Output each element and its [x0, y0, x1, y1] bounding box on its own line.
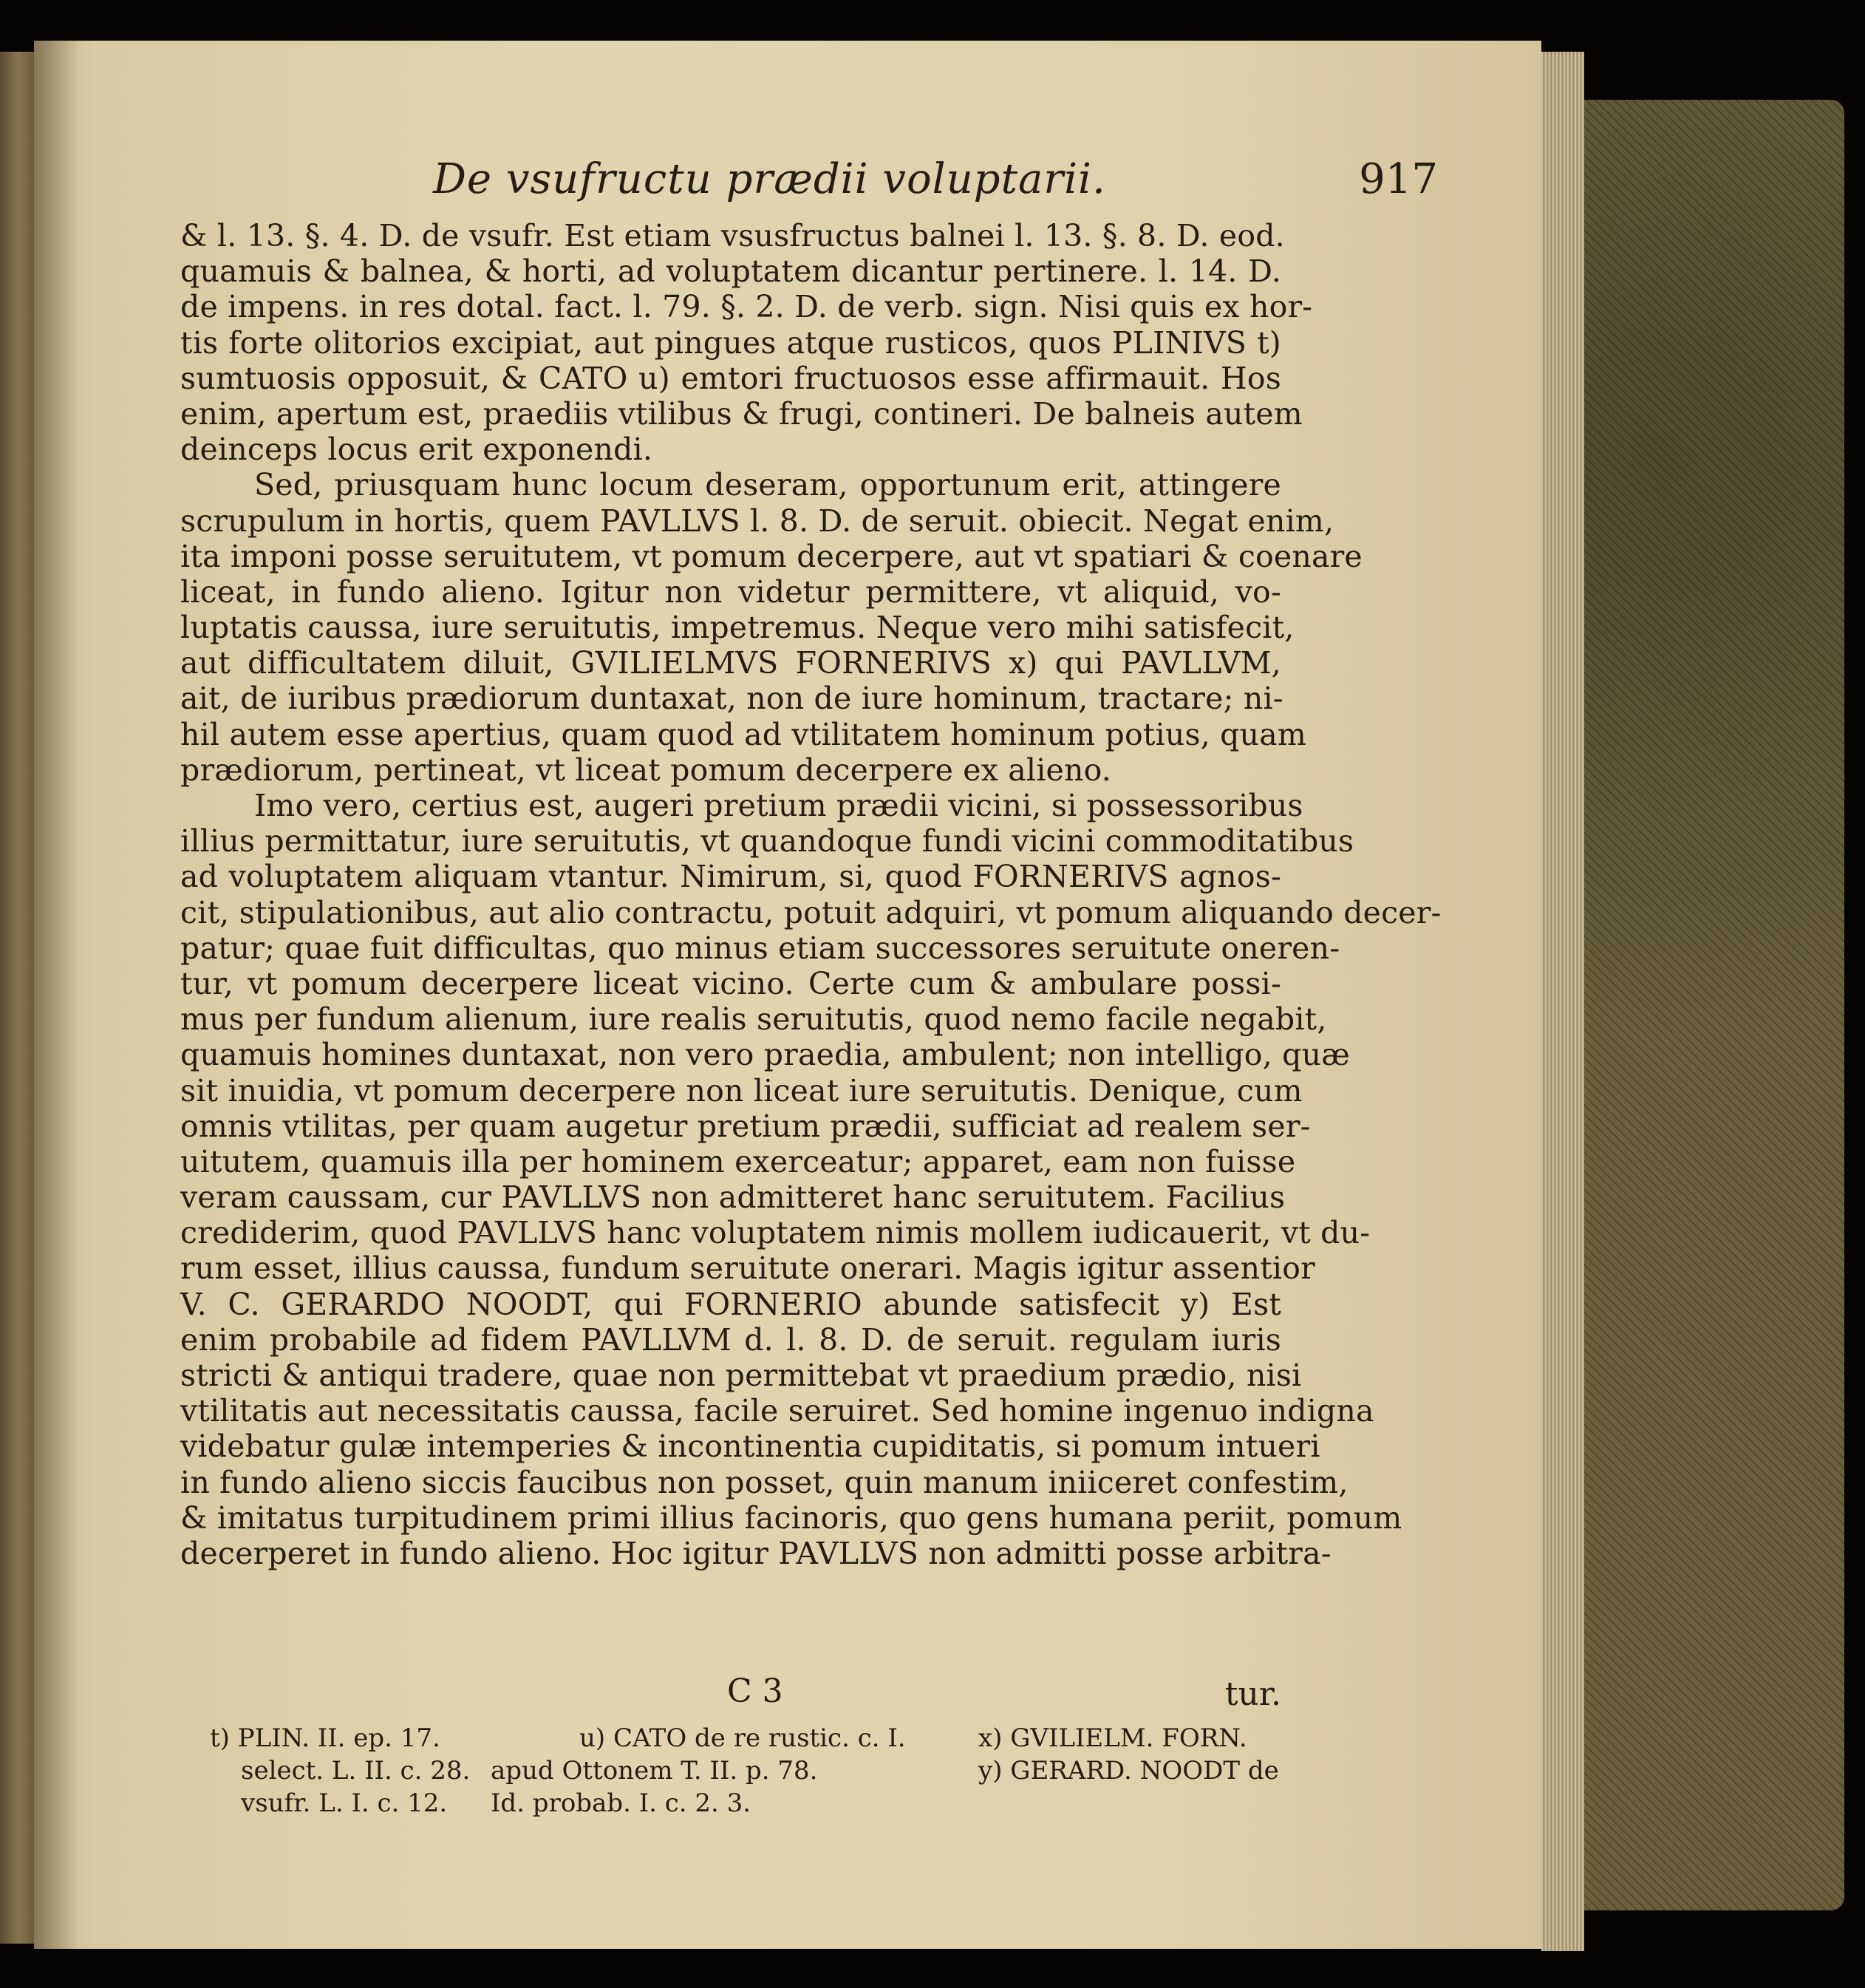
text-line: Sed, priusquam hunc locum deseram, opportunum erit, attingere	[254, 467, 1281, 503]
footnote-line: select. L. II. c. 28.	[241, 1756, 471, 1786]
text-line: in fundo alieno siccis faucibus non posset, quin manum iniiceret confestim,	[180, 1464, 1349, 1500]
text-line: liceat, in fundo alieno. Igitur non videtur permittere, vt aliquid, vo-	[180, 573, 1281, 610]
text-line: ad voluptatem aliquam vtantur. Nimirum, si, quod FORNERIVS agnos-	[180, 859, 1281, 895]
text-line: prædiorum, pertineat, vt liceat pomum decerpere ex alieno.	[180, 752, 1112, 788]
footnote-line: apud Ottonem T. II. p. 78.	[491, 1756, 818, 1786]
text-line: rum esset, illius caussa, fundum seruitute onerari. Magis igitur assentior	[180, 1250, 1315, 1287]
text-line: uitutem, quamuis illa per hominem exerceatur; apparet, eam non fuisse	[180, 1143, 1296, 1179]
book-page	[34, 41, 1541, 1949]
text-line: enim probabile ad fidem PAVLLVM d. l. 8. D. de seruit. regulam iuris	[180, 1321, 1281, 1358]
footnote-line: Id. probab. I. c. 2. 3.	[491, 1788, 751, 1818]
page-header	[389, 155, 1438, 214]
facing-page-edge	[0, 52, 34, 1944]
footnote-column-2	[491, 1722, 906, 1820]
text-line: decerperet in fundo alieno. Hoc igitur PAVLLVS non admitti posse arbitra-	[180, 1535, 1332, 1571]
text-line: ita imponi posse seruitutem, vt pomum decerpere, aut vt spatiari & coenare	[180, 538, 1363, 574]
footnote-line: vsufr. L. I. c. 12.	[241, 1788, 448, 1818]
text-line: aut difficultatem diluit, GVILIELMVS FORNERIVS x) qui PAVLLVM,	[180, 645, 1281, 681]
text-line: sit inuidia, vt pomum decerpere non liceat iure seruitutis. Denique, cum	[180, 1072, 1303, 1109]
text-line: illius permittatur, iure seruitutis, vt quandoque fundi vicini commoditatibus	[180, 823, 1354, 859]
footnote-line: t) PLIN. II. ep. 17.	[210, 1723, 440, 1753]
text-line: de impens. in res dotal. fact. l. 79. §. 2. D. de verb. sign. Nisi quis ex hor-	[180, 289, 1313, 325]
text-line: tis forte olitorios excipiat, aut pingues atque rusticos, quos PLINIVS t)	[180, 324, 1281, 361]
text-line: quamuis homines duntaxat, non vero praedia, ambulent; non intelligo, quæ	[180, 1037, 1350, 1073]
text-line: luptatis caussa, iure seruitutis, impetremus. Neque vero mihi satisfecit,	[180, 610, 1295, 646]
footnote-column-3	[978, 1722, 1279, 1787]
catchword: tur.	[1224, 1675, 1281, 1713]
footnote-line: y) GERARD. NOODT de	[978, 1756, 1279, 1786]
signature-line	[180, 1672, 1281, 1717]
text-line: mus per fundum alienum, iure realis seruitutis, quod nemo facile negabit,	[180, 1001, 1327, 1038]
text-line: sumtuosis opposuit, & CATO u) emtori fructuosos esse affirmauit. Hos	[180, 360, 1281, 396]
text-line: scrupulum in hortis, quem PAVLLVS l. 8. D. de seruit. obiecit. Negat enim,	[180, 503, 1334, 539]
signature-mark: C 3	[727, 1672, 783, 1710]
text-line: & l. 13. §. 4. D. de vsufr. Est etiam vsusfructus balnei l. 13. §. 8. D. eod.	[180, 218, 1285, 253]
text-line: Imo vero, certius est, augeri pretium prædii vicini, si possessoribus	[254, 788, 1303, 823]
text-line: patur; quae fuit difficultas, quo minus etiam successores seruitute oneren-	[180, 930, 1340, 966]
page-number: 917	[1359, 155, 1438, 203]
footnote-line: x) GVILIELM. FORN.	[978, 1723, 1247, 1753]
text-line: quamuis & balnea, & horti, ad voluptatem dicantur pertinere. l. 14. D.	[180, 253, 1281, 290]
book-cover	[1584, 100, 1844, 1910]
page-edges	[1541, 52, 1584, 1951]
text-line: cit, stipulationibus, aut alio contractu, potuit adquiri, vt pomum aliquando decer-	[180, 894, 1442, 930]
text-line: & imitatus turpitudinem primi illius facinoris, quo gens humana periit, pomum	[180, 1499, 1402, 1536]
gutter-shadow	[34, 41, 78, 1949]
text-line: V. C. GERARDO NOODT, qui FORNERIO abunde satisfecit y) Est	[180, 1286, 1281, 1322]
footnote-column-1	[210, 1722, 470, 1820]
text-line: vtilitatis aut necessitatis caussa, facile seruiret. Sed homine ingenuo indigna	[180, 1393, 1374, 1429]
text-line: veram caussam, cur PAVLLVS non admitteret hanc seruitutem. Facilius	[180, 1179, 1286, 1216]
text-line: hil autem esse apertius, quam quod ad vtilitatem hominum potius, quam	[180, 716, 1306, 752]
text-line: crediderim, quod PAVLLVS hanc voluptatem nimis mollem iudicauerit, vt du-	[180, 1215, 1371, 1251]
text-line: videbatur gulæ intemperies & incontinentia cupiditatis, si pomum intueri	[180, 1429, 1320, 1465]
text-line: omnis vtilitas, per quam augetur pretium prædii, sufficiat ad realem ser-	[180, 1108, 1311, 1144]
text-line: stricti & antiqui tradere, quae non permittebat vt praedium prædio, nisi	[180, 1358, 1302, 1393]
footnote-line: u) CATO de re rustic. c. I.	[579, 1723, 906, 1753]
text-line: tur, vt pomum decerpere liceat vicino. Certe cum & ambulare possi-	[180, 965, 1281, 1001]
text-line: enim, apertum est, praediis vtilibus & frugi, contineri. De balneis autem	[180, 395, 1303, 432]
text-line: ait, de iuribus prædiorum duntaxat, non de iure hominum, tractare; ni-	[180, 681, 1283, 717]
text-line: deinceps locus erit exponendi.	[180, 432, 653, 468]
body-text	[180, 218, 1442, 1571]
running-title: De vsufructu prædii voluptarii.	[433, 155, 1106, 203]
